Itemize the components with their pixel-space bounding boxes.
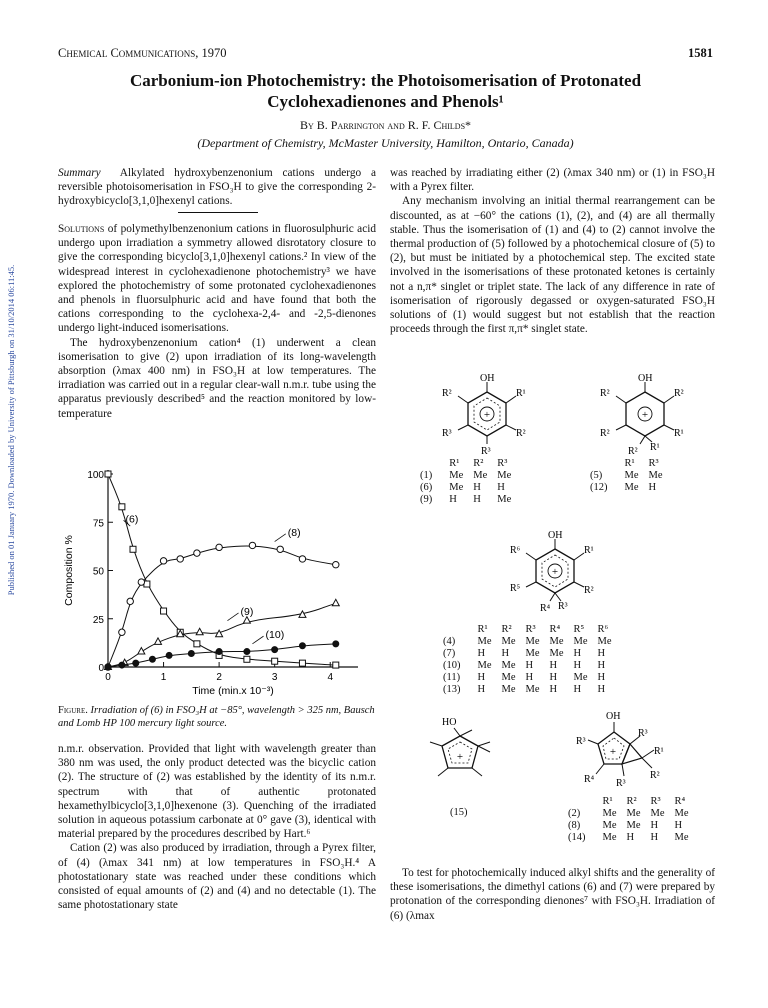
download-stamp-text: Published on 01 January 1970. Downloaded by University of Pittsburgh on 31/10/2014 06:11:45. xyxy=(6,264,16,596)
table-row: (6) Me H H xyxy=(420,482,505,493)
right-column-bottom xyxy=(390,866,715,923)
series-label-leader xyxy=(275,534,286,542)
x-tick-label: 0 xyxy=(105,672,111,683)
data-point-8 xyxy=(119,629,125,635)
oh-label: OH xyxy=(606,711,621,722)
summary-label: Summary xyxy=(58,167,101,179)
paragraph-1: of polymethylbenzenonium cations in fluorosulphuric acid undergo upon irradiation a symmetry allowed disrotatory closure to give the corresponding bicyclo[3,1,0]hexenyl cations.² In view of the widespread interest in cyclohexadienone photochemistry³ we have explored the photochemistry of some protonated cyclohexadienones and phenols in fluorsulphuric acid and have found that both the cations corresponding to the cyclohexa-2,4- and -2,5-dienones undergo light-induced isomerisations. xyxy=(58,223,377,335)
data-point-8 xyxy=(249,542,255,548)
y-tick-label: 100 xyxy=(87,470,104,481)
x-tick-label: 4 xyxy=(327,672,334,683)
data-point-10 xyxy=(105,664,111,670)
table-cations-2-8-14: R¹ R² R³ R⁴ (2) Me Me Me Me (8) Me Me H H (14) Me H H Me xyxy=(563,796,694,844)
r2-label-lower: R² xyxy=(600,428,610,439)
paragraph-r2: Any mechanism involving an initial thermal rearrangement can be discounted, as at −60° the cations (1), (2), and (4) are all thermally stable. Thus the isomerisation of (1) and (4) to (2) cannot involve the thermal production of (5) followed by a photochemical closure of (5) to (2), but must be initiated by a photochemical step. The excited state involved in the isomerisations of these protonated ketones is certainly not a n,π* singlet or triplet state. The lack of any difference in rate of isomerisation of rigorously degassed or oxygen-saturated FSO₃H solutions of (1) would suggest but not establish that the reaction proceeds through the first π,π* singlet state. xyxy=(390,195,715,336)
data-point-6 xyxy=(105,471,111,477)
data-point-8 xyxy=(277,546,283,552)
r1-label: R¹ xyxy=(674,428,684,439)
chart-plot-area xyxy=(63,470,358,697)
table-cations-1-6-9 xyxy=(415,458,516,506)
table-row: (5) Me Me xyxy=(590,470,663,481)
data-point-10 xyxy=(149,656,155,662)
x-tick-label: 3 xyxy=(271,672,278,683)
r1-label: R¹ xyxy=(654,746,664,757)
data-point-8 xyxy=(194,550,200,556)
table-row: (11) H Me H H Me H xyxy=(443,672,606,683)
series-label-leader xyxy=(252,636,263,644)
data-point-8 xyxy=(160,558,166,564)
col-header: R¹ xyxy=(624,458,635,469)
r2-label: R² xyxy=(674,388,684,399)
series-label: (8) xyxy=(287,526,301,539)
r1-label: R¹ xyxy=(584,545,594,556)
data-point-10 xyxy=(272,647,278,653)
table-row: (9) H H Me xyxy=(420,494,512,505)
structure-cation-15 xyxy=(410,712,515,792)
r4-label: R⁴ xyxy=(584,774,595,785)
data-point-10 xyxy=(119,662,125,668)
oh-label: OH xyxy=(480,373,495,384)
r5-label: R⁵ xyxy=(510,583,521,594)
data-point-8 xyxy=(299,556,305,562)
data-point-10 xyxy=(188,650,194,656)
r2-label: R² xyxy=(650,770,660,781)
ho-label: HO xyxy=(442,717,457,728)
data-point-10 xyxy=(299,643,305,649)
r3-label-bottom: R³ xyxy=(616,778,626,789)
r1-label-bottom: R¹ xyxy=(650,442,660,453)
plus-charge: + xyxy=(551,566,559,578)
data-point-6 xyxy=(161,608,167,614)
table-cations-4-7-10-11-13: R¹ R² R³ R⁴ R⁵ R⁶ (4) Me Me Me Me Me Me (7) H H Me Me H H (10) Me Me H H H H (11) H Me H H Me H (13) H Me Me H H H xyxy=(438,624,617,696)
col-header: R³ xyxy=(497,458,508,469)
structure-cation-5 xyxy=(590,370,700,455)
caption-text: Irradiation of (6) in FSO₃H at −85°, wavelength > 325 nm, Bausch and Lomb HP 100 mercury light source. xyxy=(58,705,375,729)
oh-label: OH xyxy=(548,530,563,541)
download-stamp xyxy=(3,160,19,700)
data-point-8 xyxy=(138,579,144,585)
table-cations-5-12 xyxy=(585,458,668,494)
series-label: (9) xyxy=(240,605,254,618)
series-label: (10) xyxy=(265,629,285,642)
title-line-1: Carbonium-ion Photochemistry: the Photoisomerisation of Protonated xyxy=(129,71,642,90)
r3-label-bottom: R³ xyxy=(481,446,491,455)
x-tick-label: 1 xyxy=(160,672,167,683)
table-row: (1) Me Me Me xyxy=(420,470,512,481)
data-point-8 xyxy=(333,562,339,568)
data-point-10 xyxy=(133,660,139,666)
paragraph-3: n.m.r. observation. Provided that light with wavelength greater than 380 nm was used, the only product detected was the bicyclic cation (2). The structure of (2) was established by the identity of its n.m.r. spectrum with that of authentic protonated hexamethylbicyclo[3,1,0]hexenone (3). Quenching of the irradiated solution in aqueous potassium carbonate at 0° gave (3), identical with material prepared by the procedures described by Hart.⁶ xyxy=(58,743,376,841)
table-row: (14) Me H H Me xyxy=(568,832,689,843)
structure-bicyclic-cation-2 xyxy=(570,706,690,798)
r3-label: R³ xyxy=(558,601,568,612)
caption-label: Figure. xyxy=(58,705,88,716)
left-column-bottom xyxy=(58,742,376,912)
r2-label-bottom: R² xyxy=(628,446,638,455)
r1-label: R¹ xyxy=(516,388,526,399)
data-point-6 xyxy=(333,662,339,668)
summary xyxy=(58,166,376,209)
x-tick-label: 2 xyxy=(216,672,222,683)
data-point-6 xyxy=(244,656,250,662)
plus-charge: + xyxy=(609,746,617,758)
left-column-top xyxy=(58,222,376,421)
data-point-6 xyxy=(299,660,305,666)
article-title xyxy=(58,70,713,112)
paragraph-4: Cation (2) was also produced by irradiation, through a Pyrex filter, of (4) (λmax 341 nm) at low temperatures in FSO₃H.⁴ A photostationary state was reached under these conditions which consisted of equal amounts of (2) and (4) and no detectable (1). The same photostationary state xyxy=(58,842,376,912)
data-point-6 xyxy=(272,658,278,664)
data-point-10 xyxy=(244,649,250,655)
r2-label: R² xyxy=(584,585,594,596)
r3-label-left: R³ xyxy=(576,736,586,747)
summary-divider xyxy=(178,212,258,213)
journal-name: Chemical Communications, 1970 xyxy=(58,46,227,60)
y-tick-label: 0 xyxy=(98,663,104,674)
plus-charge: + xyxy=(456,751,464,763)
paragraph-2: The hydroxybenzenonium cation⁴ (1) underwent a clean isomerisation to give (2) upon irradiation of its long-wavelength absorption (λmax 400 nm) in FSO₃H at low temperatures. The irradiation was carried out in a regular clear-wall n.m.r. tube using the apparatus previously described⁵ and the reaction monitored by low-temperature xyxy=(58,336,376,420)
x-axis-label: Time (min.x 10⁻³) xyxy=(192,685,274,697)
r2-label-left: R² xyxy=(442,388,452,399)
structure-hydroxybenzenonium xyxy=(432,370,542,455)
table-row: (2) Me Me Me Me xyxy=(568,808,689,819)
table-row: (10) Me Me H H H H xyxy=(443,660,606,671)
r6-label: R⁶ xyxy=(510,545,521,556)
structure-cation-4 xyxy=(500,525,610,620)
figure-caption xyxy=(58,704,376,730)
data-point-6 xyxy=(119,504,125,510)
oh-label: OH xyxy=(638,373,653,384)
table-row: (7) H H Me Me H H xyxy=(443,648,606,659)
r3-label-left: R³ xyxy=(442,428,452,439)
series-label-leader xyxy=(227,613,238,621)
paragraph-r3: To test for photochemically induced alkyl shifts and the generality of these isomerisations, the dimethyl cations (6) and (7) were prepared by protonation of the corresponding dienones⁷ with FSO₃H. Irradiation of (6) (λmax xyxy=(390,867,715,922)
series-label: (6) xyxy=(125,513,139,526)
title-line-2: Cyclohexadienones and Phenols¹ xyxy=(267,92,504,111)
plus-charge: + xyxy=(641,409,649,421)
r2-label: R² xyxy=(516,428,526,439)
table-row: (12) Me H xyxy=(590,482,657,493)
authors: By B. Parrington and R. F. Childs* xyxy=(299,118,472,132)
data-point-8 xyxy=(127,598,133,604)
y-tick-label: 25 xyxy=(92,614,104,626)
lead-word: Solutions xyxy=(58,223,105,235)
data-point-10 xyxy=(216,649,222,655)
data-point-8 xyxy=(216,544,222,550)
page-number: 1581 xyxy=(688,46,713,60)
y-tick-label: 50 xyxy=(92,566,104,578)
paragraph-r1: was reached by irradiating either (2) (λmax 340 nm) or (1) in FSO₃H with a Pyrex filter. xyxy=(390,167,715,194)
summary-text: Alkylated hydroxybenzenonium cations undergo a reversible photoisomerisation in FSO₃H to give the corresponding 2-hydroxybicyclo[3,1,0]hexenyl cations. xyxy=(58,167,376,208)
table-row: (13) H Me Me H H H xyxy=(443,684,606,695)
col-header: R¹ xyxy=(449,458,460,469)
col-header: R² xyxy=(473,458,484,469)
data-point-9 xyxy=(196,628,203,635)
data-point-6 xyxy=(194,641,200,647)
col-header: R³ xyxy=(648,458,659,469)
affiliation: (Department of Chemistry, McMaster University, Hamilton, Ontario, Canada) xyxy=(197,136,574,150)
r4-label: R⁴ xyxy=(540,603,551,614)
r3-label-top: R³ xyxy=(638,728,648,739)
data-point-8 xyxy=(177,556,183,562)
label-15: (15) xyxy=(450,807,468,818)
plus-charge: + xyxy=(483,409,491,421)
y-tick-label: 75 xyxy=(92,518,104,530)
y-axis-label: Composition % xyxy=(63,535,75,606)
table-row: (8) Me Me H H xyxy=(568,820,683,831)
running-header xyxy=(58,46,713,61)
data-point-6 xyxy=(130,546,136,552)
data-point-10 xyxy=(166,652,172,658)
data-point-10 xyxy=(333,641,339,647)
composition-chart xyxy=(58,462,378,700)
r2-label-left: R² xyxy=(600,388,610,399)
right-column-top xyxy=(390,166,715,336)
data-point-9 xyxy=(332,599,339,606)
table-row: (4) Me Me Me Me Me Me xyxy=(443,636,612,647)
